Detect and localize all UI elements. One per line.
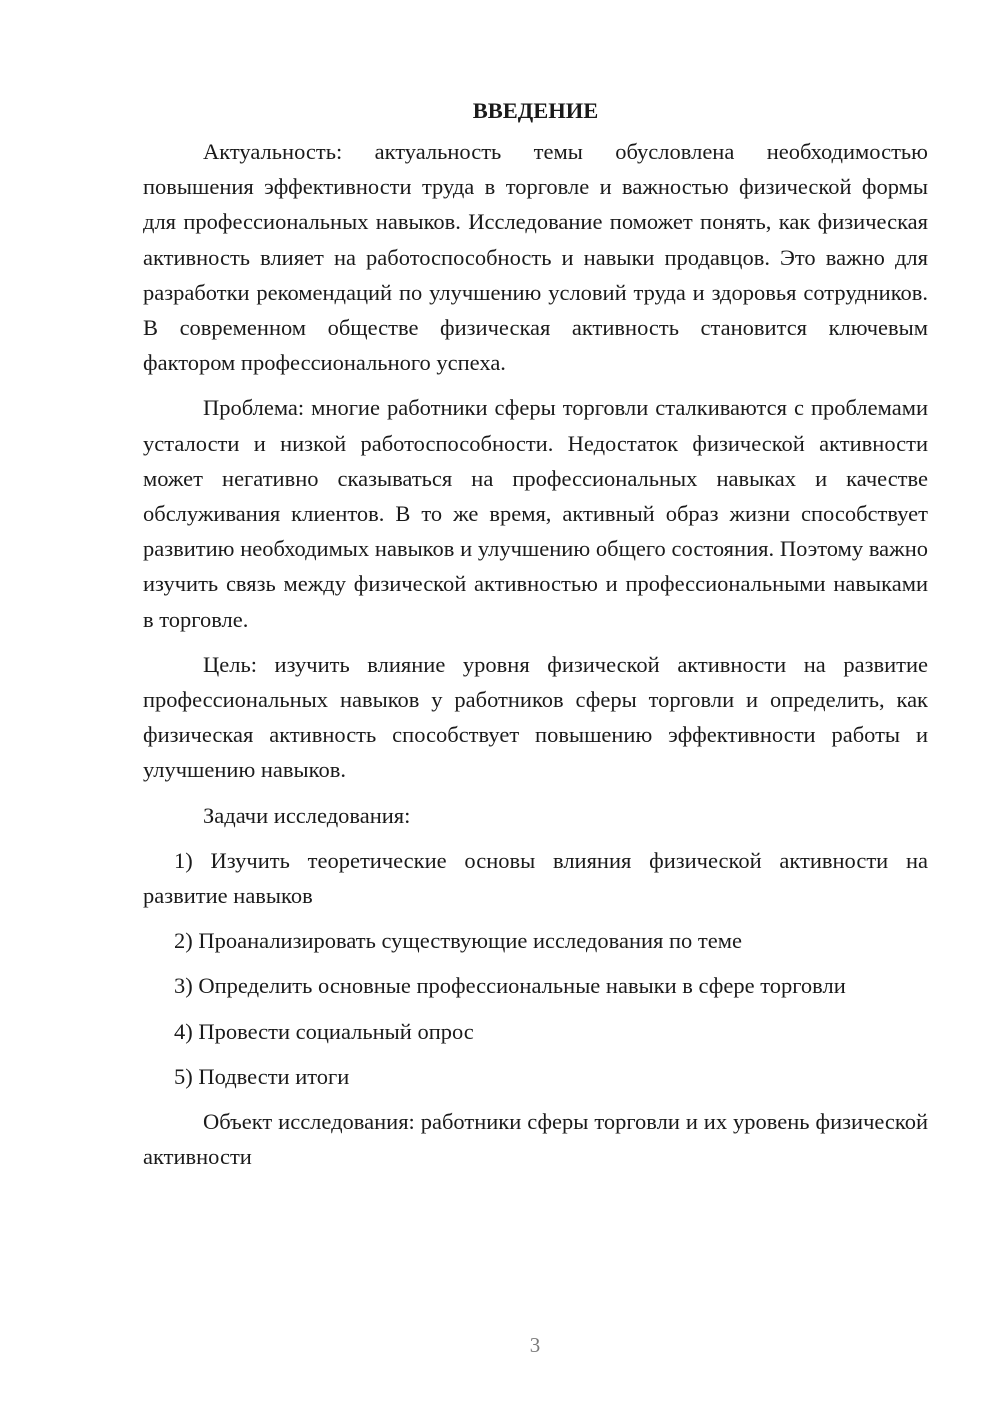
page-content (143, 93, 928, 1184)
relevance-paragraph: Актуальность: актуальность темы обусловлена необходимостью повышения эффективности труда в торговле и важностью физической формы для профессиональных навыков. Исследование поможет понять, как физическая активность влияет на работоспособность и навыки продавцов. Это важно для разработки рекомендаций по улучшению условий труда и здоровья сотрудников. В современном обществе физическая активность становится ключевым фактором профессионального успеха. (143, 139, 928, 376)
tasks-heading: Задачи исследования: (203, 802, 411, 828)
object-paragraph: Объект исследования: работники сферы торговли и их уровень физической активности (143, 1109, 928, 1170)
page-number: 3 (529, 1333, 541, 1357)
task-item-1: 1) Изучить теоретические основы влияния физической активности на развитие навыков (143, 847, 928, 909)
goal-paragraph: Цель: изучить влияние уровня физической активности на развитие профессиональных навыков у работников сферы торговли и определить, как физическая активность способствует повышению эффективности работы и улучшению навыков. (143, 651, 928, 783)
task-item-4: 4) Провести социальный опрос (174, 1018, 474, 1044)
task-item-5: 5) Подвести итоги (174, 1063, 350, 1089)
problem-paragraph: Проблема: многие работники сферы торговли сталкиваются с проблемами усталости и низкой работоспособности. Недостаток физической активности может негативно сказываться на профессиональных навыках и качестве обслуживания клиентов. В то же время, активный образ жизни способствует развитию необходимых навыков и улучшению общего состояния. Поэтому важно изучить связь между физической активностью и профессиональными навыками в торговле. (143, 395, 928, 632)
task-item-2: 2) Проанализировать существующие исследования по теме (174, 928, 742, 954)
section-title: ВВЕДЕНИЕ (472, 98, 599, 123)
task-item-3: 3) Определить основные профессиональные навыки в сфере торговли (174, 973, 846, 999)
